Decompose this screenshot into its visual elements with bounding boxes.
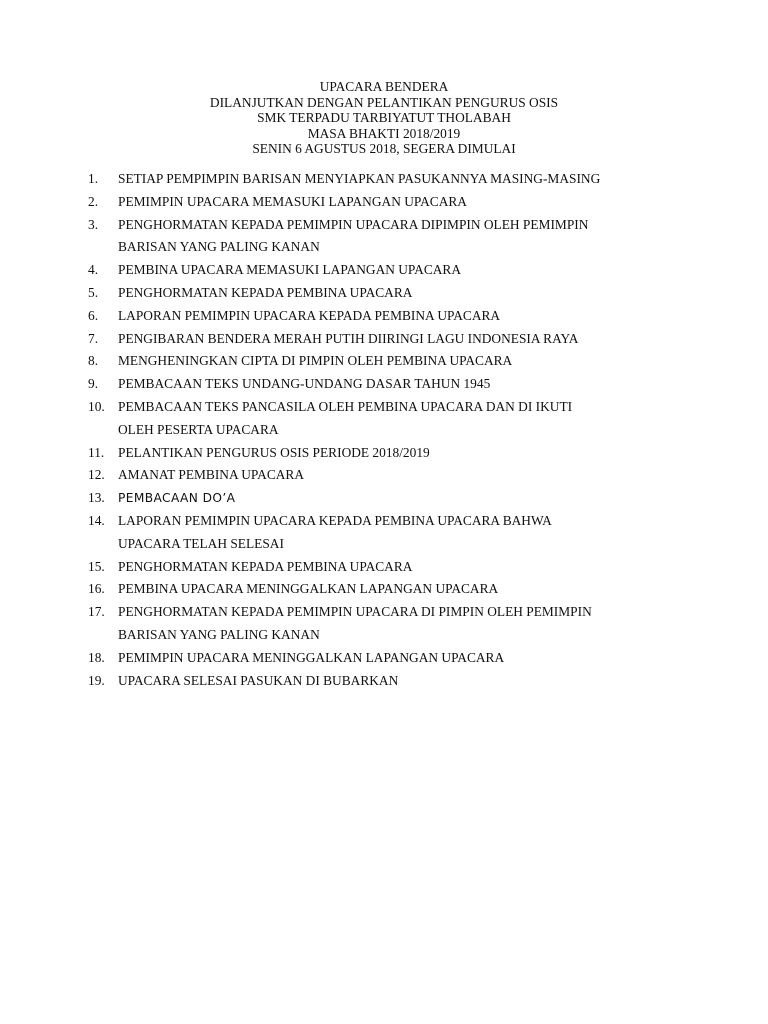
agenda-item-text: UPACARA SELESAI PASUKAN DI BUBARKAN	[118, 672, 399, 688]
agenda-item-text-continued: UPACARA TELAH SELESAI	[118, 535, 284, 551]
agenda-item-number: 16.	[88, 581, 105, 597]
agenda-item	[88, 670, 708, 693]
agenda-item	[88, 396, 708, 442]
agenda-item	[88, 259, 708, 282]
agenda-item-text-continued: OLEH PESERTA UPACARA	[118, 421, 279, 437]
agenda-item-number: 5.	[88, 284, 99, 300]
agenda-item-number: 6.	[88, 307, 99, 323]
agenda-item	[88, 556, 708, 579]
agenda-item-text: PENGIBARAN BENDERA MERAH PUTIH DIIRINGI LAGU INDONESIA RAYA	[118, 330, 579, 346]
agenda-item	[88, 373, 708, 396]
agenda-item	[88, 464, 708, 487]
agenda-item	[88, 350, 708, 373]
agenda-item-text: PENGHORMATAN KEPADA PEMBINA UPACARA	[118, 558, 413, 574]
agenda-item	[88, 442, 708, 465]
agenda-item	[88, 487, 708, 510]
agenda-item-text: LAPORAN PEMIMPIN UPACARA KEPADA PEMBINA UPACARA BAHWA	[118, 512, 552, 528]
agenda-item	[88, 282, 708, 305]
agenda-item-text: PEMBINA UPACARA MEMASUKI LAPANGAN UPACARA	[118, 262, 462, 278]
agenda-item-number: 19.	[88, 672, 105, 688]
agenda-item-text-continued: BARISAN YANG PALING KANAN	[118, 626, 320, 642]
agenda-item-number: 4.	[88, 262, 99, 278]
agenda-item-number: 18.	[88, 649, 105, 665]
agenda-item-number: 15.	[88, 558, 105, 574]
agenda-item-number: 7.	[88, 330, 99, 346]
agenda-item	[88, 305, 708, 328]
agenda-item-number: 12.	[88, 467, 105, 483]
agenda-item	[88, 214, 708, 260]
agenda-item-text-continued: BARISAN YANG PALING KANAN	[118, 239, 320, 255]
agenda-item	[88, 647, 708, 670]
agenda-item-text: PEMBINA UPACARA MENINGGALKAN LAPANGAN UPACARA	[118, 581, 499, 597]
agenda-item-text: AMANAT PEMBINA UPACARA	[118, 467, 305, 483]
header-title: UPACARA BENDERA	[319, 79, 449, 94]
header-school-name: SMK TERPADU TARBIYATUT THOLABAH	[257, 110, 511, 126]
agenda-item-number: 14.	[88, 512, 105, 528]
header-subtitle: DILANJUTKAN DENGAN PELANTIKAN PENGURUS OSIS	[209, 94, 559, 110]
agenda-item-number: 3.	[88, 216, 99, 232]
agenda-item-text: LAPORAN PEMIMPIN UPACARA KEPADA PEMBINA UPACARA	[118, 307, 501, 323]
agenda-item-number: 17.	[88, 604, 105, 620]
agenda-item-text: PELANTIKAN PENGURUS OSIS PERIODE 2018/2019	[118, 444, 430, 460]
agenda-list	[88, 168, 708, 692]
agenda-item-text: SETIAP PEMPIMPIN BARISAN MENYIAPKAN PASUKANNYA MASING-MASING	[118, 171, 601, 186]
agenda-item-number: 13.	[88, 490, 105, 506]
agenda-item-text: MENGHENINGKAN CIPTA DI PIMPIN OLEH PEMBINA UPACARA	[118, 353, 513, 369]
agenda-item-number: 11.	[88, 444, 105, 460]
agenda-item	[88, 601, 708, 647]
agenda-item-number: 9.	[88, 376, 99, 392]
header-date: SENIN 6 AGUSTUS 2018, SEGERA DIMULAI	[252, 141, 516, 157]
agenda-item-number: 8.	[88, 353, 99, 369]
agenda-item	[88, 168, 708, 191]
agenda-item-text: PEMIMPIN UPACARA MEMASUKI LAPANGAN UPACARA	[118, 193, 467, 209]
agenda-item-text: PENGHORMATAN KEPADA PEMIMPIN UPACARA DIPIMPIN OLEH PEMIMPIN	[118, 216, 589, 232]
agenda-item-number: 2.	[88, 193, 99, 209]
agenda-item-text: PEMBACAAN TEKS PANCASILA OLEH PEMBINA UPACARA DAN DI IKUTI	[118, 398, 573, 414]
agenda-item-text: PENGHORMATAN KEPADA PEMIMPIN UPACARA DI PIMPIN OLEH PEMIMPIN	[118, 604, 592, 620]
agenda-item	[88, 191, 708, 214]
header-period: MASA BHAKTI 2018/2019	[307, 125, 461, 141]
agenda-item-text: PENGHORMATAN KEPADA PEMBINA UPACARA	[118, 284, 413, 300]
agenda-item-number: 1.	[88, 171, 99, 186]
agenda-item-text: PEMBACAAN TEKS UNDANG-UNDANG DASAR TAHUN 1945	[118, 376, 491, 392]
agenda-item-text: PEMIMPIN UPACARA MENINGGALKAN LAPANGAN UPACARA	[118, 649, 505, 665]
agenda-item-text: PEMBACAAN DO’A	[118, 491, 236, 506]
agenda-item-number: 10.	[88, 398, 105, 414]
agenda-item	[88, 328, 708, 351]
agenda-item	[88, 510, 708, 556]
agenda-item	[88, 578, 708, 601]
document-header	[0, 79, 768, 157]
